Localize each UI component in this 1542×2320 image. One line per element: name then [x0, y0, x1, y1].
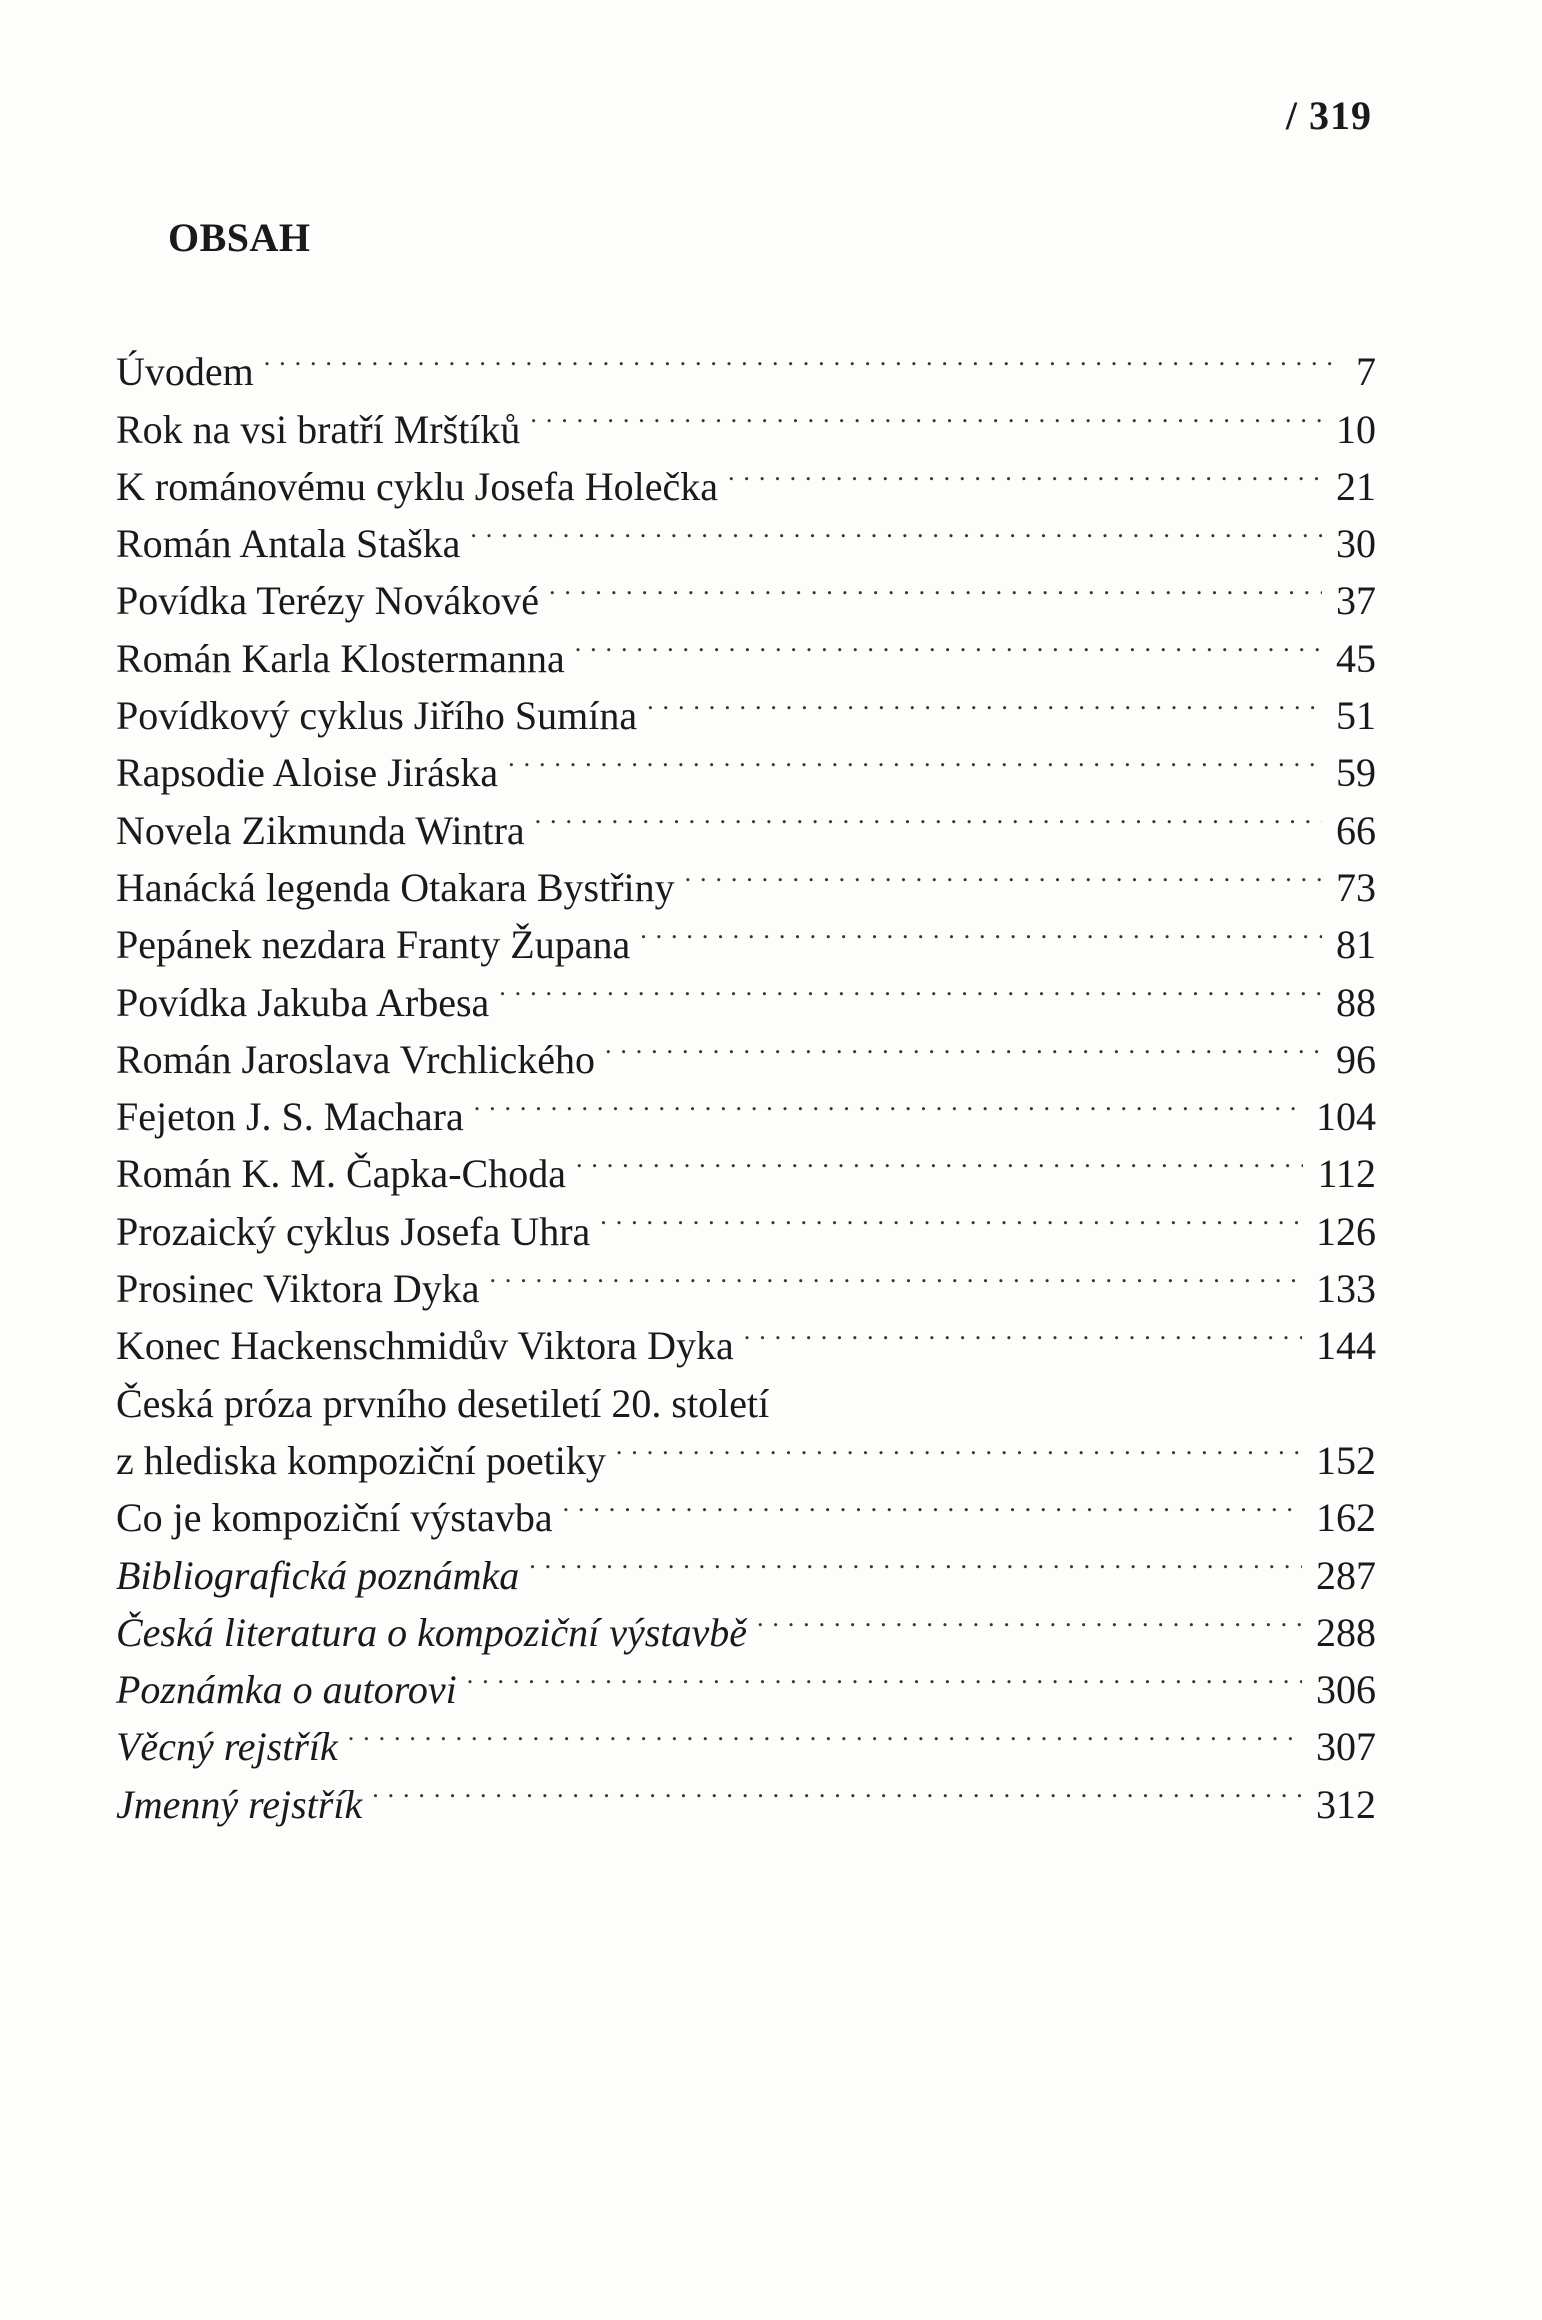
- toc-entry-page: 96: [1336, 1036, 1376, 1082]
- toc-entry-title: Rapsodie Aloise Jiráska: [116, 750, 499, 796]
- toc-entry-title: z hlediska kompoziční poetiky: [116, 1437, 606, 1483]
- table-of-contents: [116, 328, 1376, 1827]
- page-number: / 319: [1285, 93, 1372, 138]
- toc-leader-dots: [744, 1302, 1302, 1359]
- toc-entry-title: Román Jaroslava Vrchlického: [116, 1036, 595, 1082]
- toc-entry-title: Prosinec Viktora Dyka: [116, 1266, 480, 1312]
- toc-entry-page: 312: [1316, 1781, 1376, 1827]
- toc-leader-dots: [372, 1760, 1302, 1817]
- toc-leader-dots: [647, 672, 1322, 729]
- toc-leader-dots: [467, 1646, 1302, 1703]
- toc-entry-page: 307: [1316, 1724, 1376, 1770]
- toc-entry-title: Bibliografická poznámka: [116, 1552, 520, 1598]
- toc-entry-page: 104: [1316, 1094, 1376, 1140]
- toc-entry-title: Věcný rejstřík: [116, 1724, 338, 1770]
- toc-entry-page: 66: [1336, 807, 1376, 853]
- toc-leader-dots: [575, 614, 1322, 671]
- toc-entry-page: 288: [1316, 1609, 1376, 1655]
- toc-entry-page: 30: [1336, 521, 1376, 567]
- toc-entry-page: 73: [1336, 864, 1376, 910]
- toc-entry-page: 81: [1336, 922, 1376, 968]
- toc-entry-page: 152: [1316, 1437, 1376, 1483]
- toc-leader-dots: [474, 1073, 1302, 1130]
- toc-entry-title: Povídka Terézy Novákové: [116, 578, 540, 624]
- toc-entry-page: 306: [1316, 1667, 1376, 1713]
- toc-leader-dots: [600, 1187, 1302, 1244]
- contents-heading: OBSAH: [168, 215, 311, 260]
- toc-entry-title: Povídkový cyklus Jiřího Sumína: [116, 693, 638, 739]
- toc-leader-dots: [640, 901, 1322, 958]
- toc-leader-dots: [549, 557, 1322, 614]
- toc-entry-title: Povídka Jakuba Arbesa: [116, 979, 490, 1025]
- toc-entry-page: 7: [1356, 349, 1376, 395]
- toc-leader-dots: [605, 1016, 1322, 1073]
- toc-entry-title: Román K. M. Čapka-Choda: [116, 1151, 566, 1197]
- toc-entry-title: Rok na vsi bratří Mrštíků: [116, 406, 521, 452]
- toc-leader-dots: [489, 1245, 1302, 1302]
- toc-leader-dots: [529, 1531, 1302, 1588]
- toc-entry-title: Prozaický cyklus Josefa Uhra: [116, 1208, 591, 1254]
- toc-entry-page: 126: [1316, 1208, 1376, 1254]
- toc-entry: [116, 385, 1376, 452]
- toc-entry-page: 59: [1336, 750, 1376, 796]
- toc-entry-title: Úvodem: [116, 349, 254, 395]
- toc-entry-title: Česká literatura o kompoziční výstavbě: [116, 1609, 747, 1655]
- toc-entry-page: 112: [1317, 1151, 1376, 1197]
- toc-entry-title: Novela Zikmunda Wintra: [116, 807, 525, 853]
- toc-entry-title: Hanácká legenda Otakara Bystřiny: [116, 864, 675, 910]
- toc-entry-title: Román Karla Klostermanna: [116, 635, 565, 681]
- toc-leader-dots: [685, 844, 1322, 901]
- toc-leader-dots: [563, 1474, 1302, 1531]
- toc-entry-title: Co je kompoziční výstavba: [116, 1495, 553, 1541]
- toc-entry-page: 51: [1336, 693, 1376, 739]
- toc-entry-title: Česká próza prvního desetiletí 20. století: [116, 1380, 770, 1426]
- toc-leader-dots: [779, 1359, 1362, 1416]
- toc-leader-dots: [508, 729, 1322, 786]
- toc-entry-page: 144: [1316, 1323, 1376, 1369]
- toc-leader-dots: [499, 958, 1322, 1015]
- toc-entry-page: 287: [1316, 1552, 1376, 1598]
- toc-entry-title: Konec Hackenschmidův Viktora Dyka: [116, 1323, 734, 1369]
- toc-entry-page: 37: [1336, 578, 1376, 624]
- toc-entry-title: Poznámka o autorovi: [116, 1667, 457, 1713]
- toc-entry-page: 10: [1336, 406, 1376, 452]
- toc-entry-page: 45: [1336, 635, 1376, 681]
- toc-entry-page: 162: [1316, 1495, 1376, 1541]
- toc-leader-dots: [616, 1417, 1302, 1474]
- toc-entry-page: 133: [1316, 1266, 1376, 1312]
- toc-entry-page: 21: [1336, 463, 1376, 509]
- toc-entry-title: Pepánek nezdara Franty Župana: [116, 922, 631, 968]
- toc-entry-title: Jmenný rejstřík: [116, 1781, 363, 1827]
- toc-entry-title: Román Antala Staška: [116, 521, 461, 567]
- toc-leader-dots: [535, 786, 1322, 843]
- toc-leader-dots: [728, 443, 1322, 500]
- toc-entry-uvodem: [116, 328, 1376, 395]
- toc-leader-dots: [757, 1589, 1302, 1646]
- toc-leader-dots: [348, 1703, 1302, 1760]
- toc-leader-dots: [470, 500, 1322, 557]
- toc-leader-dots: [264, 328, 1342, 385]
- toc-entry-title: K románovému cyklu Josefa Holečka: [116, 463, 719, 509]
- toc-leader-dots: [530, 385, 1322, 442]
- toc-entry-title: Fejeton J. S. Machara: [116, 1094, 464, 1140]
- toc-leader-dots: [576, 1130, 1304, 1187]
- toc-entry-page: 88: [1336, 979, 1376, 1025]
